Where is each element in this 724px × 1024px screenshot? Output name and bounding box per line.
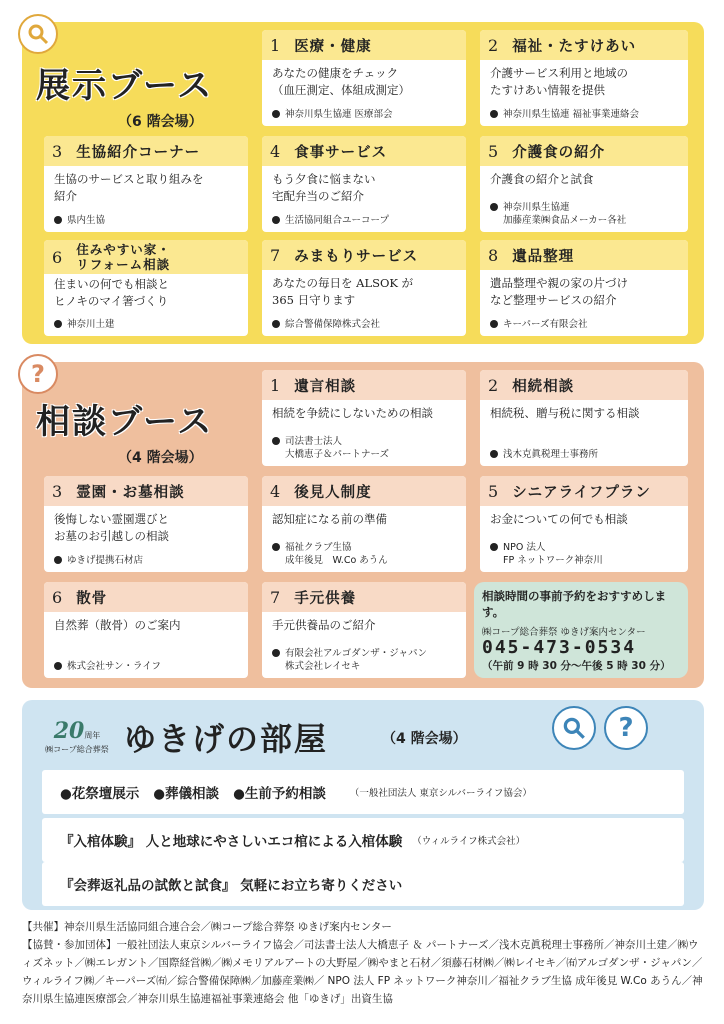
booth-description: 介護サービス利用と地域の たすけあい情報を提供 xyxy=(490,66,628,97)
consult-booth-2 xyxy=(480,370,688,466)
consult-booth-section xyxy=(22,362,704,688)
footer-sponsor: 【共催】神奈川県生活協同組合連合会／㈱コープ総合葬祭 ゆきげ案内センター xyxy=(22,921,392,933)
booth-organizer: ゆきげ提携石材店 xyxy=(67,555,144,566)
booth-description: あなたの毎日を ALSOK が 365 日守ります xyxy=(272,276,414,307)
consult-booth-3 xyxy=(44,476,248,572)
bullet-icon xyxy=(490,320,498,328)
search-icon xyxy=(18,14,58,54)
booth-organizer: NPO 法人 FP ネットワーク神奈川 xyxy=(503,542,603,566)
consult-booth-6 xyxy=(44,582,248,678)
room-item: ●生前予約相談 xyxy=(233,786,326,802)
room-line-2 xyxy=(42,818,684,862)
booth-organizer: 株式会社サン・ライフ xyxy=(67,661,161,672)
anniversary-number: 20 xyxy=(53,718,85,744)
question-icon: ? xyxy=(604,706,648,750)
exhibit-booth-7 xyxy=(262,240,466,336)
room-title: ゆきげの部屋 xyxy=(124,720,329,758)
booth-number: 8 xyxy=(488,245,499,265)
exhibit-title: 展示ブース xyxy=(36,66,214,106)
booth-title: 生協紹介コーナー xyxy=(76,144,201,161)
booth-organizer: 司法書士法人 大橋恵子＆パートナーズ xyxy=(285,436,390,460)
booth-description: 相続税、贈与税に関する相談 xyxy=(490,406,640,420)
bullet-icon xyxy=(272,437,280,445)
footer-credits xyxy=(22,918,704,1008)
booth-title: 相続相談 xyxy=(512,378,575,395)
booth-title: シニアライフプラン xyxy=(512,484,651,501)
consult-floor: （4 階会場） xyxy=(118,450,203,466)
booth-number: 3 xyxy=(52,481,63,501)
booth-number: 5 xyxy=(488,141,499,161)
search-icon xyxy=(552,706,596,750)
booth-organizer: 福祉クラブ生協 成年後見 W.Co あうん xyxy=(285,542,388,566)
booth-title: 介護食の紹介 xyxy=(512,144,606,161)
bullet-icon xyxy=(490,450,498,458)
booth-organizer: 県内生協 xyxy=(67,215,106,226)
booth-organizer: 神奈川県生協連 医療部会 xyxy=(285,109,393,120)
exhibit-booth-8 xyxy=(480,240,688,336)
booth-number: 7 xyxy=(270,587,281,607)
booth-number: 4 xyxy=(270,141,281,161)
booth-number: 1 xyxy=(270,375,281,395)
footer-support: 【協賛・参加団体】一般社団法人東京シルバーライフ協会／司法書士法人大橋恵子 ＆ パートナーズ／浅木克眞税理士事務所／神奈川土建／㈱ウィズネット／㈱エレガント／国際経営㈱／㈱メモリアルアートの大野屋／㈱やまと石材／須藤石材㈱／㈱レイセキ／㈲アルゴダンザ・ジャパン／ウィルライフ㈱／キーパーズ㈲／綜合警備保障㈱／加藤産業㈱／ NPO 法人 FP ネットワーク神奈川／福祉クラブ生協 成年後見 W.Co あうん／神奈川県生協連医療部会／神奈川県生協連福祉事業連絡会 他「ゆきげ」出資生協 xyxy=(22,939,703,1005)
exhibit-booth-6 xyxy=(44,240,248,336)
consult-booth-4 xyxy=(262,476,466,572)
anniversary-logo xyxy=(42,718,112,755)
booth-organizer: 神奈川県生協連 福祉事業連絡会 xyxy=(503,109,640,120)
bullet-icon xyxy=(272,110,280,118)
booth-title: 食事サービス xyxy=(294,144,388,161)
bullet-icon xyxy=(54,662,62,670)
booth-description: 認知症になる前の準備 xyxy=(272,512,387,526)
room-line-3 xyxy=(42,862,684,906)
booth-title: 住みやすい家・ リフォーム相談 xyxy=(76,242,171,272)
booth-number: 4 xyxy=(270,481,281,501)
bullet-icon xyxy=(272,216,280,224)
booth-organizer: 綜合警備保障株式会社 xyxy=(285,319,381,330)
reservation-center: ㈱コープ総合葬祭 ゆきげ案内センター xyxy=(482,627,646,638)
booth-description: あなたの健康をチェック （血圧測定、体組成測定） xyxy=(272,66,410,97)
anniversary-company: ㈱コープ総合葬祭 xyxy=(45,745,109,754)
room-item: ●花祭壇展示 xyxy=(60,786,140,802)
booth-description: 手元供養品のご紹介 xyxy=(272,618,376,632)
booth-title: 霊園・お墓相談 xyxy=(76,484,185,501)
room-item-note: （一般社団法人 東京シルバーライフ協会） xyxy=(349,788,532,799)
booth-number: 1 xyxy=(270,35,281,55)
booth-title: 手元供養 xyxy=(294,590,357,607)
booth-description: 住まいの何でも相談と ヒノキのマイ箸づくり xyxy=(54,277,169,308)
exhibit-title-block xyxy=(36,58,256,131)
booth-description: 相続を争続にしないための相談 xyxy=(272,406,433,420)
booth-organizer: キーパーズ有限会社 xyxy=(503,319,588,330)
booth-description: 後悔しない霊園選びと お墓のお引越しの相談 xyxy=(54,512,169,543)
bullet-icon xyxy=(490,203,498,211)
room-floor: （4 階会場） xyxy=(382,731,467,747)
room-item: ●葬儀相談 xyxy=(153,786,220,802)
booth-description: お金についての何でも相談 xyxy=(490,512,628,526)
booth-description: 自然葬（散骨）のご案内 xyxy=(54,618,181,632)
consult-booth-1 xyxy=(262,370,466,466)
room-item: 『会葬返礼品の試飲と試食』 気軽にお立ち寄りください xyxy=(60,878,403,894)
question-icon: ? xyxy=(18,354,58,394)
booth-number: 2 xyxy=(488,375,499,395)
consult-title: 相談ブース xyxy=(36,402,214,442)
booth-number: 7 xyxy=(270,245,281,265)
bullet-icon xyxy=(272,320,280,328)
bullet-icon xyxy=(272,543,280,551)
consult-title-block xyxy=(36,394,256,467)
room-line-1 xyxy=(42,770,684,814)
exhibit-booth-5 xyxy=(480,136,688,232)
booth-title: みまもりサービス xyxy=(294,248,419,265)
booth-title: 散骨 xyxy=(76,590,108,607)
booth-organizer: 浅木克眞税理士事務所 xyxy=(503,449,599,460)
exhibit-booth-section xyxy=(22,22,704,344)
room-item-note: （ウィルライフ株式会社） xyxy=(412,836,526,847)
booth-number: 3 xyxy=(52,141,63,161)
reservation-hours: （午前 9 時 30 分～午後 5 時 30 分） xyxy=(482,660,671,672)
booth-organizer: 神奈川土建 xyxy=(67,319,115,330)
bullet-icon xyxy=(490,110,498,118)
reservation-box xyxy=(474,582,688,678)
reservation-phone[interactable]: 045-473-0534 xyxy=(482,637,637,658)
consult-booth-7 xyxy=(262,582,466,678)
booth-organizer: 有限会社アルゴダンザ・ジャパン 株式会社レイセキ xyxy=(285,648,428,672)
bullet-icon xyxy=(54,556,62,564)
booth-title: 遺品整理 xyxy=(512,248,575,265)
exhibit-floor: （6 階会場） xyxy=(118,114,203,130)
exhibit-booth-1 xyxy=(262,30,466,126)
booth-title: 遺言相談 xyxy=(294,378,357,395)
booth-title: 医療・健康 xyxy=(294,38,372,55)
exhibit-booth-4 xyxy=(262,136,466,232)
anniversary-suffix: 周年 xyxy=(84,731,101,740)
booth-number: 2 xyxy=(488,35,499,55)
booth-description: もう夕食に悩まない 宅配弁当のご紹介 xyxy=(272,172,376,203)
room-item: 『入棺体験』 人と地球にやさしいエコ棺による入棺体験 xyxy=(60,834,403,850)
booth-title: 福祉・たすけあい xyxy=(512,38,637,55)
exhibit-booth-2 xyxy=(480,30,688,126)
booth-number: 6 xyxy=(52,587,63,607)
booth-number: 5 xyxy=(488,481,499,501)
consult-booth-5 xyxy=(480,476,688,572)
booth-organizer: 神奈川県生協連 加藤産業㈱食品メーカー各社 xyxy=(503,202,627,226)
yukige-room-section xyxy=(22,700,704,910)
booth-description: 介護食の紹介と試食 xyxy=(490,172,594,186)
bullet-icon xyxy=(54,320,62,328)
booth-organizer: 生活協同組合ユーコープ xyxy=(285,215,390,226)
bullet-icon xyxy=(272,649,280,657)
reservation-text: 相談時間の事前予約をおすすめします。 xyxy=(482,589,667,619)
booth-description: 生協のサービスと取り組みを 紹介 xyxy=(54,172,204,203)
bullet-icon xyxy=(490,543,498,551)
exhibit-booth-3 xyxy=(44,136,248,232)
booth-title: 後見人制度 xyxy=(294,484,372,501)
booth-description: 遺品整理や親の家の片づけ など整理サービスの紹介 xyxy=(490,276,628,307)
booth-number: 6 xyxy=(52,247,63,267)
bullet-icon xyxy=(54,216,62,224)
